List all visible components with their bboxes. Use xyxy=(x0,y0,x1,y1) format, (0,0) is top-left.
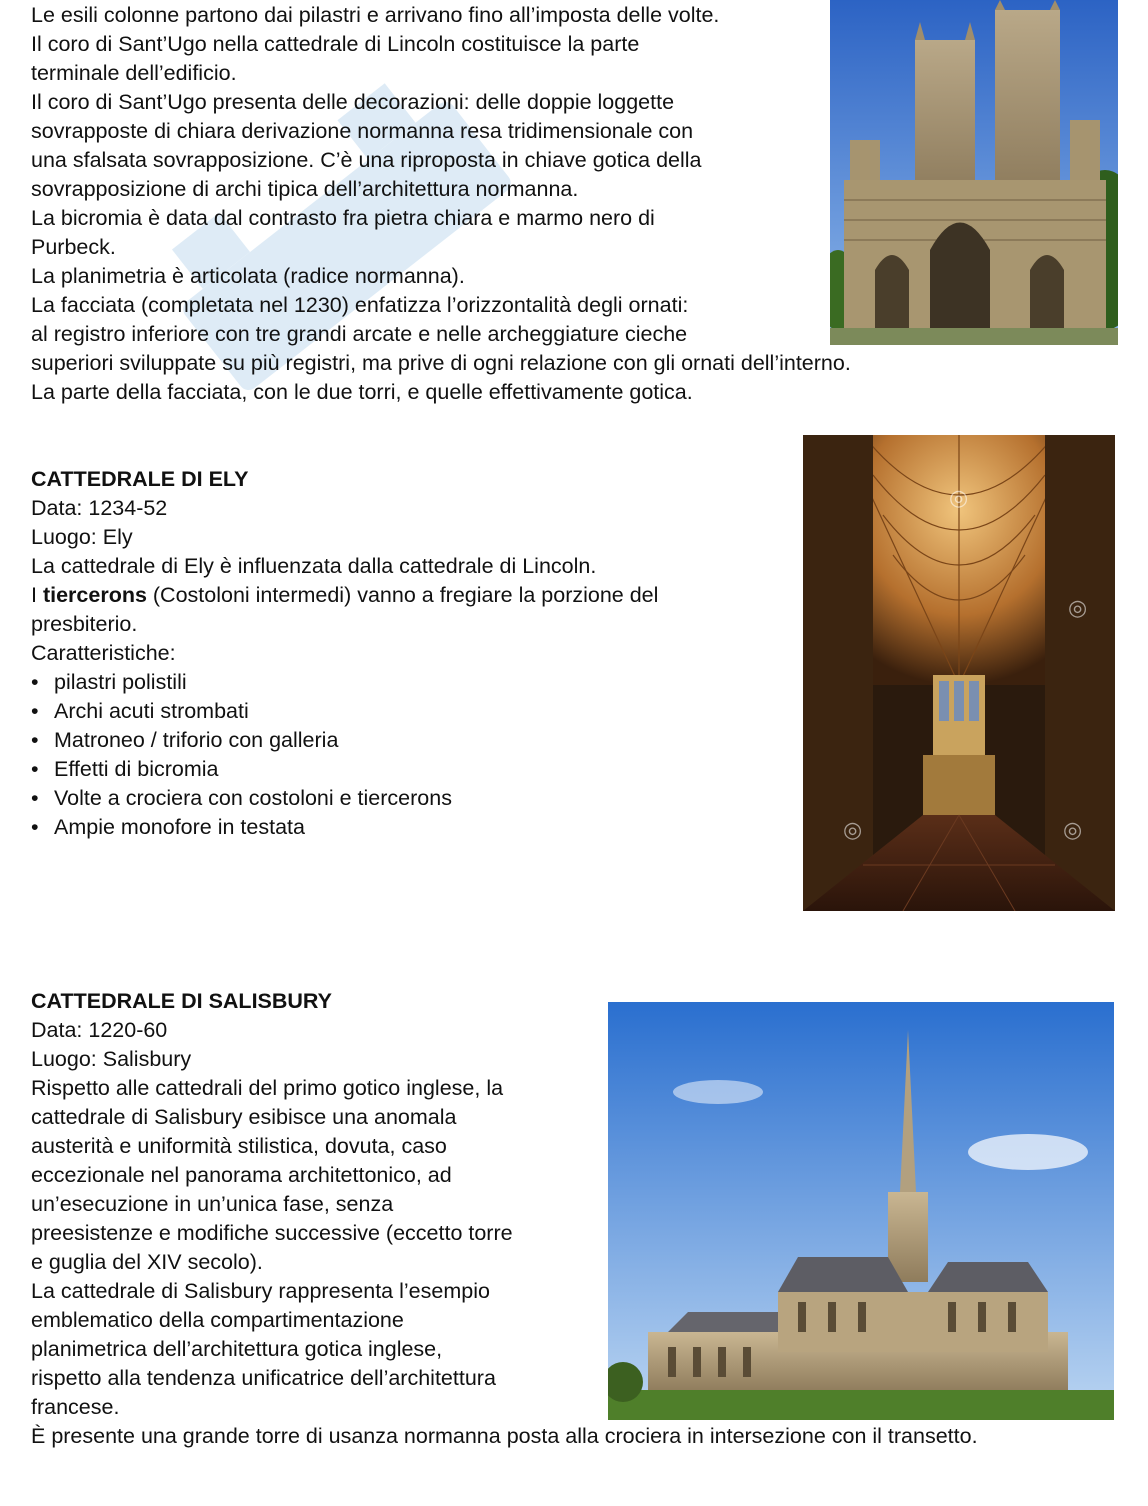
intro-line: La planimetria è articolata (radice normanna). xyxy=(31,264,465,288)
salisbury-text-line: preesistenze e modifiche successive (eccetto torre xyxy=(31,1221,513,1245)
section-heading: CATTEDRALE DI SALISBURY xyxy=(31,989,332,1013)
salisbury-text-line: e guglia del XIV secolo). xyxy=(31,1250,263,1274)
ely-text-line: La cattedrale di Ely è influenzata dalla cattedrale di Lincoln. xyxy=(31,554,597,578)
watermark-spiral-icon: ◎ xyxy=(843,817,863,842)
intro-section xyxy=(31,1,851,407)
watermark-spiral-icon: ◎ xyxy=(1063,817,1083,842)
intro-line: Le esili colonne partono dai pilastri e arrivano fino all’imposta delle volte. xyxy=(31,3,720,27)
intro-line: terminale dell’edificio. xyxy=(31,61,237,85)
salisbury-final-line: È presente una grande torre di usanza normanna posta alla crociera in intersezione con il transetto. xyxy=(31,1424,978,1448)
lincoln-facade-photo xyxy=(830,0,1118,345)
bullet-item: • Matroneo / triforio con galleria xyxy=(31,728,339,752)
tiercerons-term: tiercerons xyxy=(42,583,147,607)
intro-line: sovrapposizione di archi tipica dell’architettura normanna. xyxy=(31,177,579,201)
date-line: Data: 1220-60 xyxy=(31,1018,168,1042)
watermark-spiral-icon: ◎ xyxy=(949,485,969,510)
place-line: Luogo: Ely xyxy=(31,525,133,549)
intro-line: superiori sviluppate su più registri, ma prive di ogni relazione con gli ornati dell’interno. xyxy=(31,351,851,375)
intro-line: Il coro di Sant’Ugo nella cattedrale di Lincoln costituisce la parte xyxy=(31,32,640,56)
salisbury-text-line: francese. xyxy=(31,1395,120,1419)
intro-line: La bicromia è data dal contrasto fra pietra chiara e marmo nero di xyxy=(31,206,655,230)
section-heading: CATTEDRALE DI ELY xyxy=(31,467,249,491)
ely-text-line: presbiterio. xyxy=(31,612,138,636)
bullet-item: • pilastri polistili xyxy=(31,670,187,694)
bullet-item: • Ampie monofore in testata xyxy=(31,815,305,839)
intro-line: Il coro di Sant’Ugo presenta delle decorazioni: delle doppie loggette xyxy=(31,90,675,114)
bullet-item: • Effetti di bicromia xyxy=(31,757,219,781)
salisbury-text-line: Rispetto alle cattedrali del primo gotico inglese, la xyxy=(31,1076,504,1100)
intro-line: La parte della facciata, con le due torri, e quelle effettivamente gotica. xyxy=(31,380,693,404)
salisbury-text-line: un’esecuzione in un’unica fase, senza xyxy=(31,1192,394,1216)
salisbury-text-line: eccezionale nel panorama architettonico, ad xyxy=(31,1163,452,1187)
intro-line: Purbeck. xyxy=(31,235,116,259)
features-label: Caratteristiche: xyxy=(31,641,176,665)
ely-section xyxy=(31,465,658,842)
salisbury-text-line: austerità e uniformità stilistica, dovuta, caso xyxy=(31,1134,447,1158)
intro-line: sovrapposte di chiara derivazione normanna resa tridimensionale con xyxy=(31,119,694,143)
intro-line: al registro inferiore con tre grandi arcate e nelle archeggiature cieche xyxy=(31,322,688,346)
salisbury-text-line: cattedrale di Salisbury esibisce una anomala xyxy=(31,1105,457,1129)
bullet-item: • Volte a crociera con costoloni e tiercerons xyxy=(31,786,452,810)
salisbury-text-line: La cattedrale di Salisbury rappresenta l’esempio xyxy=(31,1279,490,1303)
intro-line: La facciata (completata nel 1230) enfatizza l’orizzontalità degli ornati: xyxy=(31,293,689,317)
salisbury-text-line: rispetto alla tendenza unificatrice dell’architettura xyxy=(31,1366,496,1390)
ely-tiercerons-line: I tiercerons (Costoloni intermedi) vanno a fregiare la porzione del xyxy=(31,583,659,607)
bullet-item: • Archi acuti strombati xyxy=(31,699,249,723)
date-line: Data: 1234-52 xyxy=(31,496,168,520)
place-line: Luogo: Salisbury xyxy=(31,1047,192,1071)
salisbury-cathedral-photo xyxy=(608,1002,1114,1420)
salisbury-text-line: planimetrica dell’architettura gotica inglese, xyxy=(31,1337,443,1361)
salisbury-text-line: emblematico della compartimentazione xyxy=(31,1308,404,1332)
ely-interior-photo xyxy=(803,435,1115,911)
watermark-spiral-icon: ◎ xyxy=(1068,595,1088,620)
intro-line: una sfalsata sovrapposizione. C’è una riproposta in chiave gotica della xyxy=(31,148,702,172)
